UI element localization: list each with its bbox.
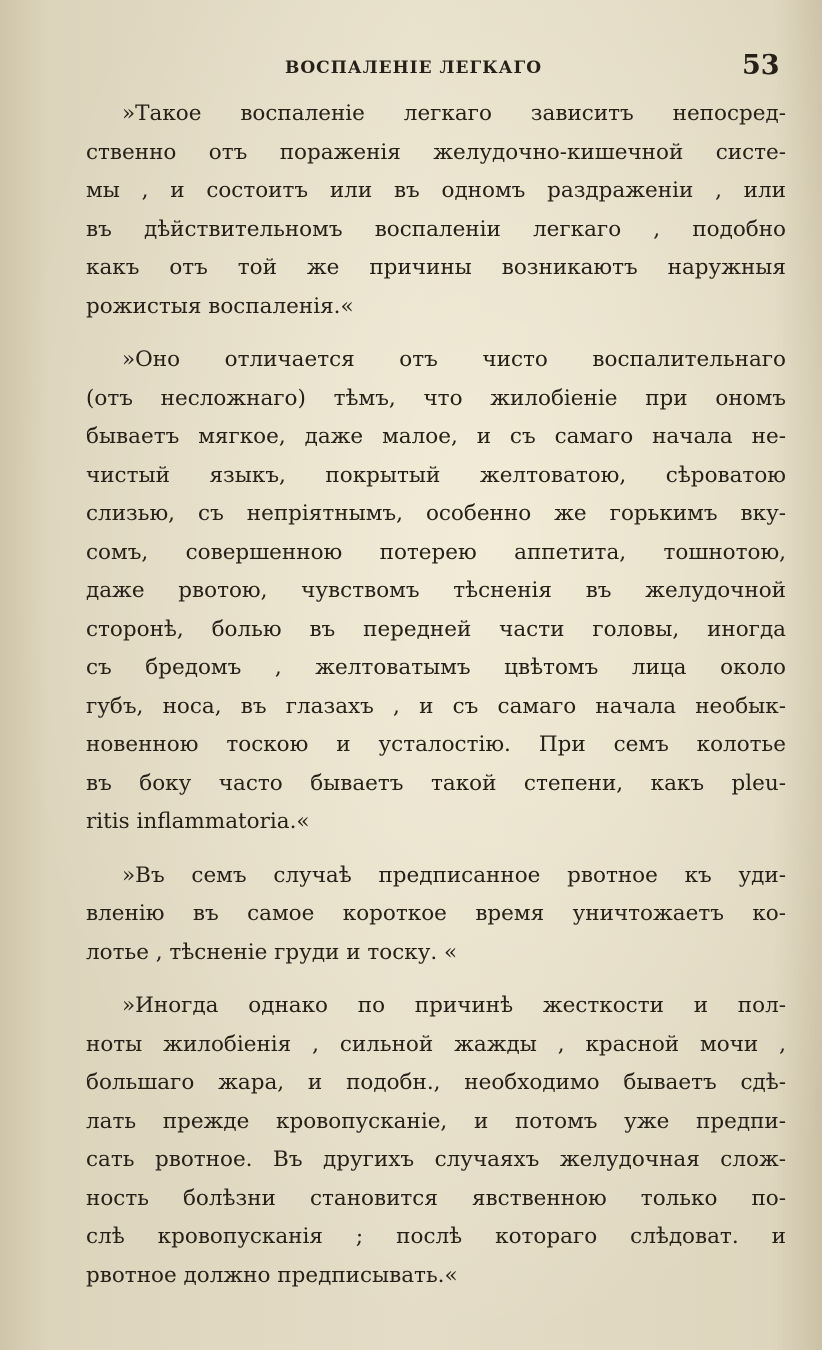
text-line: съ бредомъ , желтоватымъ цвѣтомъ лица около — [86, 655, 786, 680]
text-line: »Такое воспаленіе легкаго зависитъ непосред- — [122, 101, 786, 126]
text-line: чистый языкъ, покрытый желтоватою, сѣроватою — [86, 462, 786, 488]
text-line: »Иногда однако по причинѣ жесткости и пол- — [122, 993, 786, 1018]
page-number: 53 — [742, 50, 780, 81]
body-text — [86, 95, 786, 1295]
text-line: »Оно отличается отъ чисто воспалительнаго — [122, 347, 786, 372]
text-line: вленію въ самое короткое время уничтожаетъ ко- — [86, 901, 786, 926]
text-line: ноты жилобіенія , сильной жажды , красной мочи , — [86, 1031, 786, 1057]
text-line: какъ отъ той же причины возникаютъ наружныя — [86, 255, 786, 280]
paragraph-2 — [86, 341, 786, 842]
text-line: ritis inflammatoria.« — [86, 809, 310, 834]
text-line: слѣ кровопусканія ; послѣ котораго слѣдоват. и — [86, 1224, 786, 1249]
paragraph-gap — [86, 326, 786, 341]
text-line: въ боку часто бываетъ такой степени, какъ pleu- — [86, 770, 786, 796]
text-line: рожистыя воспаленія.« — [86, 293, 354, 319]
running-title: ВОСПАЛЕНІЕ ЛЕГКАГО — [285, 58, 543, 78]
paragraph-3 — [86, 857, 786, 973]
text-line: даже рвотою, чувствомъ тѣсненія въ желудочной — [86, 578, 786, 603]
paragraph-1 — [86, 95, 786, 326]
text-line: сторонѣ, болью въ передней части головы, иногда — [86, 616, 786, 642]
text-line: губъ, носа, въ глазахъ , и съ самаго начала необык- — [86, 693, 786, 719]
text-line: (отъ несложнаго) тѣмъ, что жилобіеніе при ономъ — [86, 385, 786, 411]
text-line: рвотное должно предписывать.« — [86, 1262, 458, 1288]
paragraph-4 — [86, 987, 786, 1295]
text-line: бываетъ мягкое, даже малое, и съ самаго начала не- — [86, 424, 786, 449]
text-line: ственно отъ пораженія желудочно-кишечной систе- — [86, 139, 786, 165]
text-line: сомъ, совершенною потерею аппетита, тошнотою, — [86, 539, 786, 565]
paragraph-gap — [86, 972, 786, 987]
text-line: лать прежде кровопусканіе, и потомъ уже предпи- — [86, 1108, 786, 1134]
text-line: мы , и состоитъ или въ одномъ раздраженіи , или — [86, 178, 786, 203]
text-line: слизью, съ непріятнымъ, особенно же горькимъ вку- — [86, 501, 786, 526]
text-line: сать рвотное. Въ другихъ случаяхъ желудочная слож- — [86, 1147, 786, 1172]
text-line: ность болѣзни становится явственною только по- — [86, 1185, 786, 1211]
text-line: въ дѣйствительномъ воспаленіи легкаго , подобно — [86, 216, 786, 242]
text-line: большаго жара, и подобн., необходимо бываетъ сдѣ- — [86, 1070, 786, 1095]
running-head — [0, 50, 822, 90]
text-line: »Въ семъ случаѣ предписанное рвотное къ уди- — [122, 862, 786, 888]
text-line: лотье , тѣсненіе груди и тоску. « — [86, 939, 458, 965]
text-line: новенною тоскою и усталостію. При семъ колотье — [86, 732, 786, 757]
paragraph-gap — [86, 842, 786, 857]
